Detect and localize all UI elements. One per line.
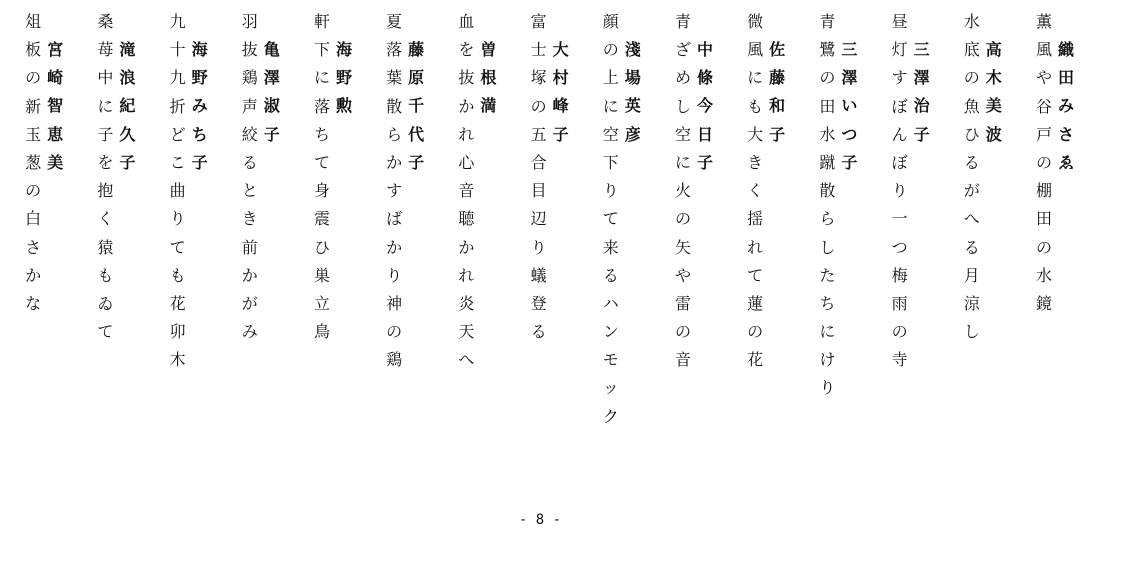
haiku-author: 佐 藤 和 子	[769, 40, 786, 144]
haiku-author: 曽 根 満	[480, 40, 497, 116]
haiku-author: 藤 原 千 代 子	[408, 40, 425, 172]
haiku-author: 大 村 峰 子	[552, 40, 569, 144]
haiku-author: 滝 浪 紀 久 子	[119, 40, 136, 172]
haiku-author: 海 野 勲	[335, 40, 352, 116]
haiku-author: 三 澤 い つ 子	[841, 40, 858, 172]
haiku-author: 高 木 美 波	[985, 40, 1002, 144]
haiku-author: 宮 崎 智 恵 美	[47, 40, 64, 172]
haiku-verse: 富 士 塚 の 五 合 目 辺 り 蟻 登 る	[530, 12, 547, 342]
haiku-verse: 水 底 の 魚 ひ る が へ る 月 涼 し	[963, 12, 980, 342]
haiku-author: 織 田 み さ ゑ	[1057, 40, 1074, 172]
haiku-verse: 羽 抜 鶏 声 絞 る と き 前 か が み	[241, 12, 258, 342]
haiku-author: 三 澤 治 子	[913, 40, 930, 144]
haiku-verse: 桑 苺 中 に 子 を 抱 く 猿 も ゐ て	[97, 12, 114, 342]
haiku-author: 中 條 今 日 子	[696, 40, 713, 172]
haiku-verse: 昼 灯 す ぼ ん ぼ り 一 つ 梅 雨 の 寺	[891, 12, 908, 370]
haiku-verse: 微 風 に も 大 き く 揺 れ て 蓮 の 花	[747, 12, 764, 370]
haiku-verse: 青 ざ め し 空 に 火 の 矢 や 雷 の 音	[674, 12, 691, 370]
haiku-verse: 薫 風 や 谷 戸 の 棚 田 の 水 鏡	[1035, 12, 1052, 313]
haiku-verse: 青 鷺 の 田 水 蹴 散 ら し た ち に け り	[819, 12, 836, 398]
haiku-verse: 軒 下 に 落 ち て 身 震 ひ 巣 立 鳥	[313, 12, 330, 342]
haiku-verse: 九 十 九 折 ど こ 曲 り て も 花 卯 木	[169, 12, 186, 370]
page-number: - 8 -	[518, 512, 562, 528]
haiku-verse: 夏 落 葉 散 ら か す ば か り 神 の 鶏	[386, 12, 403, 370]
haiku-author: 亀 澤 淑 子	[263, 40, 280, 144]
haiku-verse: 俎 板 の 新 玉 葱 の 白 さ か な	[25, 12, 42, 313]
haiku-author: 海 野 み ち 子	[191, 40, 208, 172]
haiku-author: 淺 場 英 彦	[624, 40, 641, 144]
haiku-verse: 血 を 抜 か れ 心 音 聴 か れ 炎 天 へ	[458, 12, 475, 370]
haiku-verse: 顔 の 上 に 空 下 り て 来 る ハ ン モ ッ ク	[602, 12, 619, 426]
